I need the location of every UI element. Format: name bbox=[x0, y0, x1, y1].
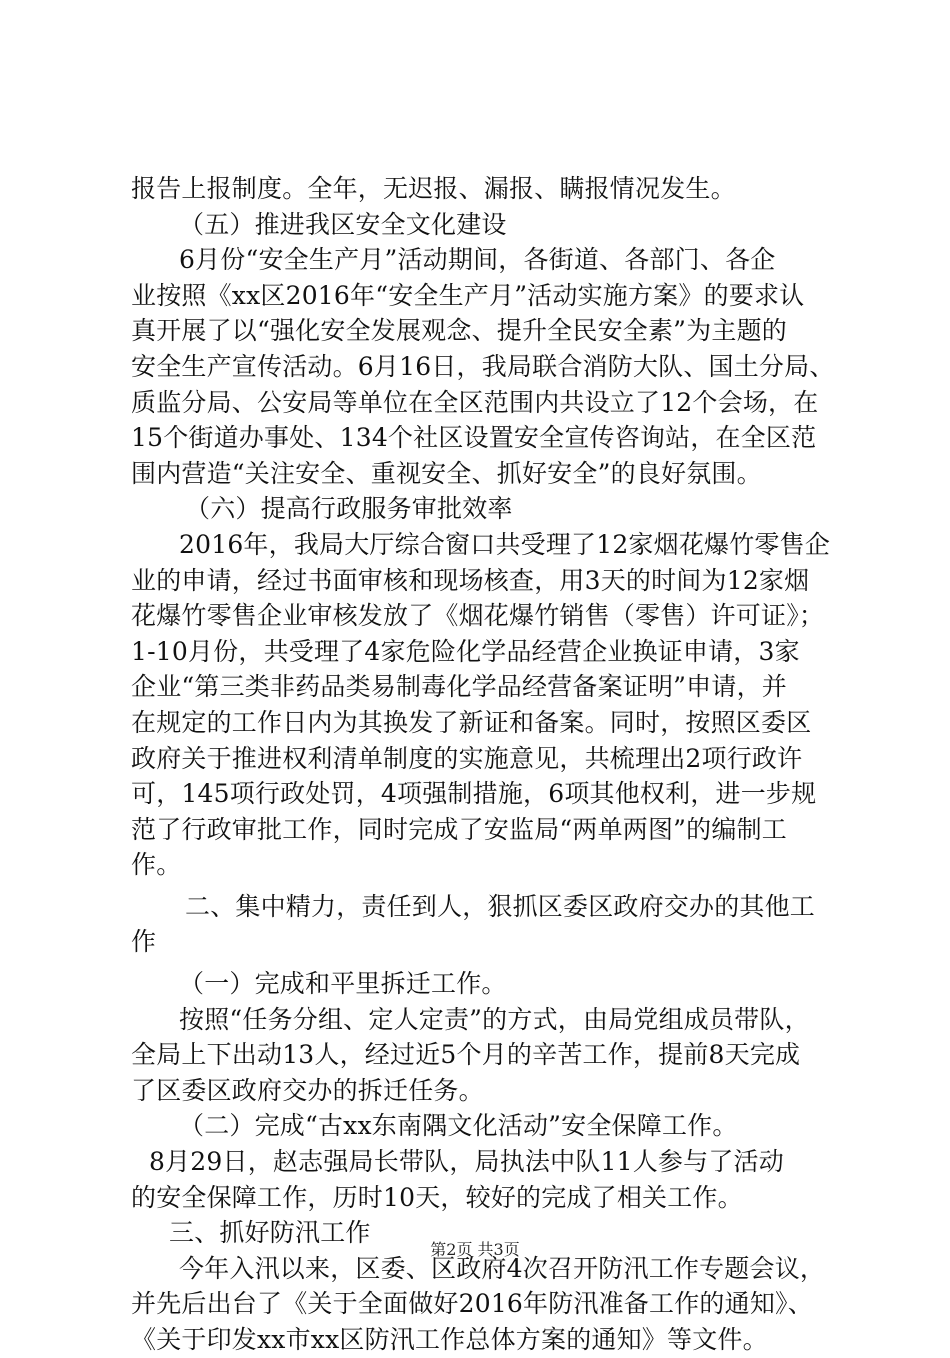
section-heading: 三、抓好防汛工作 bbox=[169, 1218, 371, 1248]
body-text-line: 今年入汛以来，区委、区政府4次召开防汛工作专题会议， bbox=[179, 1253, 826, 1283]
body-text-line: 质监分局、公安局等单位在全区范围内共设立了12个会场，在 bbox=[131, 387, 819, 417]
body-text-line: 15个街道办事处、134个社区设置安全宣传咨询站，在全区范 bbox=[131, 423, 817, 453]
body-text-line: 2016年，我局大厅综合窗口共受理了12家烟花爆竹零售企 bbox=[179, 529, 831, 559]
body-text-line: 《关于印发xx市xx区防汛工作总体方案的通知》等文件。 bbox=[131, 1325, 768, 1354]
body-text-line: 作。 bbox=[131, 850, 182, 880]
subsection-heading: （一）完成和平里拆迁工作。 bbox=[179, 969, 507, 999]
body-text-line: 全局上下出动13人，经过近5个月的辛苦工作，提前8天完成 bbox=[131, 1040, 801, 1070]
body-text-line: 围内营造“关注安全、重视安全、抓好安全”的良好氛围。 bbox=[131, 458, 762, 488]
subsection-heading: （二）完成“古xx东南隅文化活动”安全保障工作。 bbox=[179, 1111, 738, 1141]
section-heading: （五）推进我区安全文化建设 bbox=[179, 209, 507, 239]
body-text-line: 并先后出台了《关于全面做好2016年防汛准备工作的通知》、 bbox=[131, 1289, 813, 1319]
body-text-line: 按照“任务分组、定人定责”的方式，由局党组成员带队， bbox=[179, 1004, 810, 1034]
body-text-line: 企业“第三类非药品类易制毒化学品经营备案证明”申请，并 bbox=[131, 672, 787, 702]
body-text-line: 8月29日，赵志强局长带队，局执法中队11人参与了活动 bbox=[149, 1147, 784, 1177]
document-body bbox=[131, 171, 835, 1358]
body-text-line: 业的申请，经过书面审核和现场核查，用3天的时间为12家烟 bbox=[131, 565, 810, 595]
body-text-line: 花爆竹零售企业审核发放了《烟花爆竹销售（零售）许可证》； bbox=[131, 601, 825, 631]
body-text-line: 安全生产宣传活动。6月16日，我局联合消防大队、国土分局、 bbox=[131, 351, 835, 381]
body-text-line: 6月份“安全生产月”活动期间，各街道、各部门、各企 bbox=[179, 245, 776, 275]
body-text-line: 范了行政审批工作，同时完成了安监局“两单两图”的编制工 bbox=[131, 814, 787, 844]
section-heading: （六）提高行政服务审批效率 bbox=[185, 494, 513, 524]
body-text-line: 的安全保障工作，历时10天，较好的完成了相关工作。 bbox=[131, 1182, 743, 1212]
section-heading: 二、集中精力，责任到人，狠抓区委区政府交办的其他工 bbox=[185, 891, 816, 921]
body-text-line: 了区委区政府交办的拆迁任务。 bbox=[131, 1075, 484, 1105]
body-text-line: 在规定的工作日内为其换发了新证和备案。同时，按照区委区 bbox=[131, 707, 812, 737]
body-text-line: 业按照《xx区2016年“安全生产月”活动实施方案》的要求认 bbox=[131, 280, 805, 310]
body-text-line: 政府关于推进权利清单制度的实施意见，共梳理出2项行政许 bbox=[131, 743, 803, 773]
section-heading-continued: 作 bbox=[131, 927, 157, 957]
body-text-line: 1-10月份，共受理了4家危险化学品经营企业换证申请，3家 bbox=[131, 636, 800, 666]
body-text-line: 报告上报制度。全年，无迟报、漏报、瞒报情况发生。 bbox=[131, 174, 736, 203]
body-text-line: 真开展了以“强化安全发展观念、提升全民安全素”为主题的 bbox=[131, 316, 787, 346]
body-text-line: 可，145项行政处罚，4项强制措施，6项其他权利，进一步规 bbox=[131, 779, 817, 809]
page-footer: 第2页 共3页 bbox=[430, 1240, 520, 1259]
